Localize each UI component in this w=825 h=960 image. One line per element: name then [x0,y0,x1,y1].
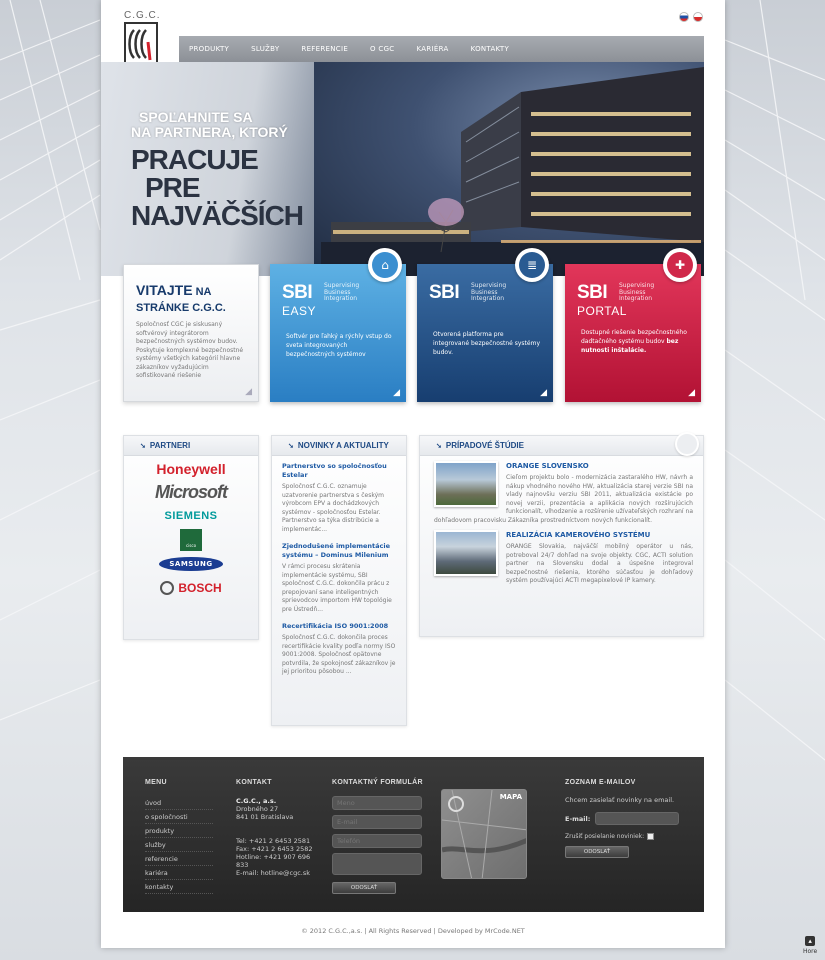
bosch-ring-icon [160,581,174,595]
stack-icon: ≣ [515,248,549,282]
main-navigation [179,36,704,62]
footer-menu-item[interactable]: kariéra [145,866,213,880]
logo-text: C.G.C. [124,10,161,21]
partners-title: PARTNERI [149,441,191,450]
sbi-portal-tag3: Integration [619,295,653,302]
footer-menu-item[interactable]: o spoločnosti [145,810,213,824]
footer-contact [236,779,316,877]
case-studies-panel [419,435,704,637]
arrow-up-icon: ▴ [805,936,815,946]
arrow-icon: ➘ [140,442,146,450]
contact-form-title: KONTAKTNÝ FORMULÁR [332,779,423,786]
sbi-portal-tag1: Supervising [619,282,655,289]
news-item-title[interactable]: Partnerstvo so spoločnosťou Estelar [282,462,387,479]
sbi-easy-logo: SBI [282,282,313,303]
partners-panel [123,435,259,640]
case-study-text: ORANGE Slovakia, najväčší mobilný operátor u nás, potreboval 24/7 dohľad na svoje objekty. CGC, ACTI solution partner na Slovensku dodal a úspešne integroval bezpečnostné riešenia, ktorého súčasťou je dohľadový systém používajúci ACTI megapixelové IP kamery. [506,543,693,584]
back-to-top-label: Hore [803,948,818,955]
hero-banner [101,62,704,276]
partner-microsoft-logo: Microsoft [155,481,227,502]
news-header [272,436,406,456]
contact-tel: Tel: +421 2 6453 2581 [236,837,311,845]
contact-fax: Fax: +421 2 6453 2582 [236,845,313,853]
sbi-platform-tag1: Supervising [471,282,507,289]
sbi-portal-tag2: Business [619,288,646,296]
map-label: MAPA [499,793,522,801]
case-study-image[interactable] [434,530,498,576]
case-study-title[interactable]: ORANGE SLOVENSKO [506,462,589,470]
partner-siemens[interactable] [124,504,258,528]
hero-line2: NA PARTNERA, KTORÝ [131,124,288,140]
arrow-icon: ➘ [288,442,294,450]
partner-bosch[interactable] [124,576,258,600]
case-study-item [434,461,693,525]
partner-cisco[interactable] [124,528,258,552]
sbi-portal-text-b: bez nutnosti inštalácie. [581,338,679,354]
news-item-title[interactable]: Recertifikácia ISO 9001:2008 [282,622,389,630]
sbi-portal-box[interactable] [565,258,701,402]
form-email-input[interactable] [332,815,422,829]
newsletter-unsubscribe-label: Zrušiť posielanie noviniek: [565,833,645,840]
sbi-portal-text [581,328,689,355]
newsletter-text: Chcem zasielať novinky na email. [565,796,675,804]
contact-street: Drobného 27 [236,805,279,813]
sbi-easy-box[interactable] [270,258,406,402]
arrow-icon[interactable]: ◢ [245,387,252,397]
welcome-title [136,283,226,315]
partner-microsoft[interactable] [124,480,258,504]
case-study-title[interactable]: REALIZÁCIA KAMEROVÉHO SYSTÉMU [506,531,651,539]
news-item-text: Spoločnosť C.G.C. oznamuje uzatvorenie partnerstva s českým výrobcom EPV a dochádzkových systémov - spoločnosťou Estelar. Partnerstvo sa týka distribúcie a implementác... [282,483,384,533]
newsletter-email-label: E-mail: [565,814,591,823]
sbi-easy-text: Softvér pre ľahký a rýchly vstup do sveta integrovaných bezpečnostných systémov [286,333,392,358]
page-container [101,0,725,948]
logo-mark [124,22,158,66]
footer-menu-item[interactable]: produkty [145,824,213,838]
welcome-title-1: VITAJTE [136,282,193,298]
news-item [282,462,396,534]
partner-bosch-logo: BOSCH [178,580,222,595]
arrow-icon[interactable]: ◢ [540,388,547,398]
hero-line1-b: SA [229,109,253,125]
case-study-item [434,530,693,586]
sbi-platform-text: Otvorená platforma pre integrované bezpečnostné systémy budov. [433,331,541,356]
cgc-logo[interactable] [124,10,161,68]
footer-menu-item[interactable]: referencie [145,852,213,866]
footer [123,757,704,912]
hero-line5: NAJVÄČŠÍCH [131,200,304,231]
home-icon: ⌂ [368,248,402,282]
footer-menu-item[interactable]: úvod [145,796,213,810]
sbi-platform-tagline [471,283,506,303]
puzzle-icon: ✚ [663,248,697,282]
sbi-portal-text-a: Dostupné riešenie bezpečnostného dadtačného systému budov [581,329,687,345]
case-studies-title: PRÍPADOVÉ ŠTÚDIE [445,441,524,450]
hero-line3: PRACUJE [131,144,258,175]
hero-line1-a: SPOĽAHNITE [139,109,230,125]
logo-mark-icon [126,24,156,64]
partner-samsung-logo: SAMSUNG [159,557,222,571]
footer-map[interactable] [441,789,527,879]
form-submit-button[interactable]: ODOSLAŤ [332,882,396,894]
map-target-icon [448,796,464,812]
footer-menu-item[interactable]: kontakty [145,880,213,894]
case-study-text: Cieľom projektu bolo - modernizácia zastaralého HW, návrh a nákup vhodného nového HW, aktualizácia starej verzie SBI na vlady najnovšiu verziu SBI 2011, aktualizácia existácie po novej verzii, prezentácia a aplikácia nových rozšírujúcich funkcionalít, vlhodzenie a rozšírenie užívateľských rozhraní na dohľadovom pracovisku Zákazníka prostredníctvom nových funkcionalít. [434,474,693,524]
footer-contact-title: KONTAKT [236,779,272,786]
newsletter-email-input[interactable] [595,812,679,825]
footer-menu-item[interactable]: služby [145,838,213,852]
partner-cisco-logo: cisco [180,529,202,551]
sbi-easy-tag1: Supervising [324,282,360,289]
welcome-title-1b: NA [192,286,212,298]
sbi-easy-tagline [324,283,359,303]
nav-produkty[interactable]: PRODUKTY [189,45,230,53]
news-item-text: V rámci procesu skrátenia implementácie systému, SBI spoločnosť C.G.C. dokončila prácu z prepojovaní sane inteligentných sprievodcov importom HW topológie pre Ústredň... [282,563,392,613]
flag-cz-icon[interactable] [693,12,703,22]
news-item [282,622,396,677]
arrow-icon: ➘ [436,442,442,450]
nav-referencie[interactable]: REFERENCIE [301,45,349,53]
case-study-image[interactable] [434,461,498,507]
form-phone-input[interactable] [332,834,422,848]
news-item [282,542,396,614]
sbi-platform-box[interactable] [417,258,553,402]
hero-line4: PRE [145,172,200,203]
sbi-easy-tag3: Integration [324,295,358,302]
newsletter-unsubscribe-checkbox[interactable] [647,833,654,840]
sbi-portal-logo: SBI [577,282,608,303]
contact-email[interactable]: E-mail: hotline@cgc.sk [236,869,311,877]
welcome-box[interactable] [123,264,259,402]
sbi-platform-tag2: Business [471,288,498,296]
newsletter-unsubscribe-row [565,833,685,840]
sbi-portal-name: PORTAL [577,304,627,318]
case-studies-header [420,436,703,456]
copyright: © 2012 C.G.C.,a.s. | All Rights Reserved | Developed by MrCode.NET [301,927,525,935]
welcome-text: Spoločnosť CGC je siskusaný softvérový integrátorom bezpečnostných systémov budov. Poskytuje komplexné bezpečnostné systémy všetkých kategórií hlavne zákazníkov vyžadujúcim sofistikované riešenie [136,321,244,379]
news-item-title[interactable]: Zjednodušené implementácie systému – Dominus Milenium [282,542,391,559]
nav-kontakty[interactable]: KONTAKTY [470,45,510,53]
flag-sk-icon[interactable] [679,12,689,22]
news-item-text: Spoločnosť C.G.C. dokončila proces recertifikácie kvality podľa normy ISO 9001:2008. Spoločnosť opätovne potvrdila, že spokojnosť zákazníkov je jej prioritou pôsobou ... [282,634,396,675]
nav-kariera[interactable]: KARIÉRA [416,45,449,53]
footer-menu-title: MENU [145,779,167,786]
sbi-platform-tag3: Integration [471,295,505,302]
sbi-easy-name: EASY [282,304,317,318]
partner-honeywell[interactable] [124,456,258,480]
nav-sluzby[interactable]: SLUŽBY [251,45,280,53]
sbi-platform-logo: SBI [429,282,460,303]
sbi-easy-tag2: Business [324,288,351,296]
contact-city: 841 01 Bratislava [236,813,294,821]
sbi-portal-tagline [619,283,654,303]
newsletter-title: ZOZNAM E-MAILOV [565,779,636,786]
arrow-icon[interactable]: ◢ [393,388,400,398]
nav-o-cgc[interactable]: O CGC [370,45,395,53]
contact-form [332,779,427,894]
back-to-top[interactable] [803,936,817,955]
contact-hotline: Hotline: +421 907 696 833 [236,853,311,869]
hero-headline [131,110,303,230]
partner-honeywell-logo: Honeywell [156,461,226,477]
welcome-title-2: STRÁNKE C.G.C. [136,302,226,314]
form-name-input[interactable] [332,796,422,810]
partner-siemens-logo: SIEMENS [164,510,218,522]
footer-menu [145,779,213,894]
news-panel [271,435,407,726]
partner-samsung[interactable] [124,552,258,576]
newsletter [565,779,685,858]
newsletter-submit-button[interactable]: ODOSLAŤ [565,846,629,858]
partners-header [124,436,258,456]
contact-company: C.G.C., a.s. [236,797,277,805]
news-title: NOVINKY A AKTUALITY [297,441,389,450]
language-switcher [679,12,703,22]
arrow-icon[interactable]: ◢ [688,388,695,398]
decoration-circle-icon [675,432,699,456]
form-message-textarea[interactable] [332,853,422,875]
